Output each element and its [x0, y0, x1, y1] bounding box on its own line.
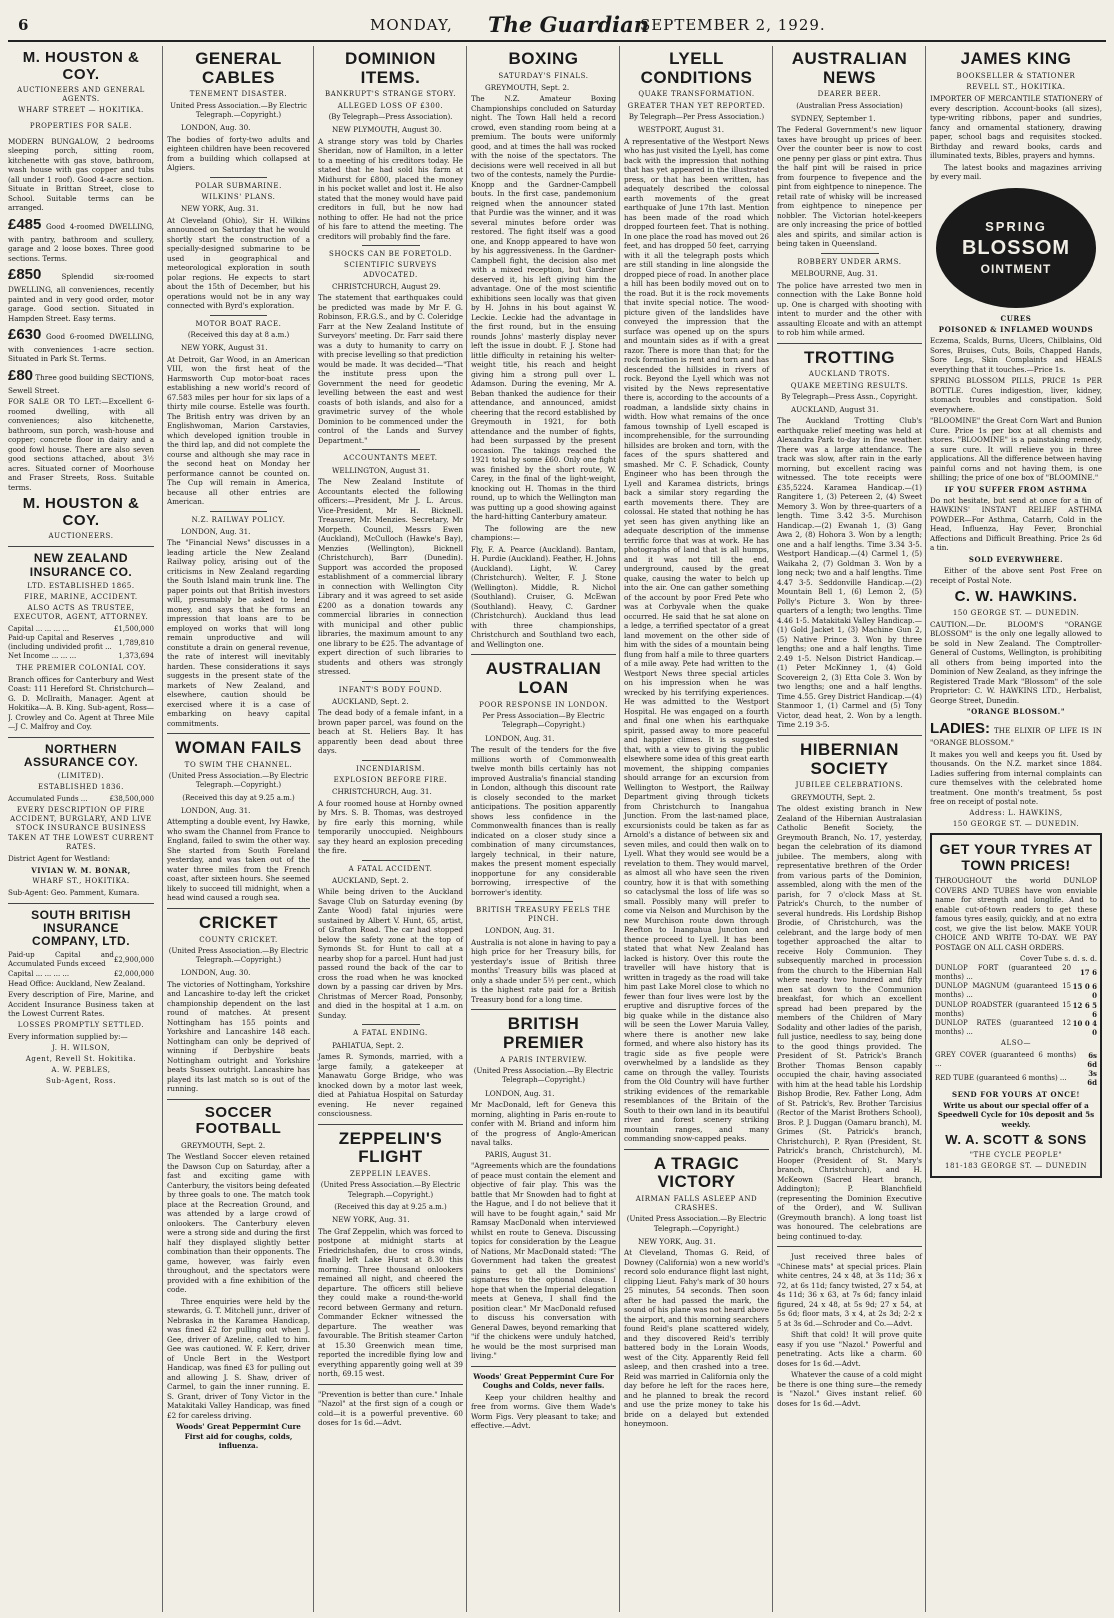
incendiarism-subheading: EXPLOSION BEFORE FIRE.	[333, 775, 448, 784]
woman-fails-source: (United Press Association.—By Electric Telegraph.—Copyright.)	[168, 772, 309, 790]
lyell-body: A representative of the Westport News who has just visited the Lyell, has come back with the impression that nothing that has yet appeared in the illustrated press, or that has been written, has adequately described the colossal earth movements of the great earthquake of June 17th last. Mention has been made of the road which dropped fourteen feet. That is nothing. In one place the road has moved out 26 feet, and has dropped 50 feet, carrying with it all the telegraph posts which are still standing in line alongside the dropped piece of road. In another place a hill has been bodily moved out on to the road. But it is the rock movements that invite special notice. The wood-picture given of the landslides have conveyed the impression that the surface was opened up on the spurs and mountain sides as if with a great razor. There is more than that; for the rock formation is rent and torn and has descended the hillsides in rivers of rock. Beyond the Lyell which was not visited by the News representative there is, according to the accounts of a roadman, a landslide sixty chains in width. How what remains of the once famous township of Lyell escaped is incomprehensible, for the surrounding hillsides are broken and torn, with the faces of the spurs shattered and smashed. Mr C. F. Schadick, County Engineer who has been through the Lyell and Karamea districts, brings back a similar story regarding the earth movements there. They are colossal. He stated that nothing he has yet seen has given anything like an adequate description of the immense terrific force that was at work. He has photographs of land that is all humps, and it was not till the end, underground, caused by the great quake, causing the water to belch up into the air. One can gather something of the account by poor Fred Pete who was at Corbyvale when the quake occurred. He said that he sat alone on a ledge, a terrified spectator of a great land movement on the other side of him with the sides of a mountain being flung from half a mile to three quarters of a mile away. Pete had written to the Westport News three special articles on his impression when he was wrecked by his terrifying experiences. He was admitted to the Westport Hospital. He was engaged on a fourth and final one when his earthquake spirit, passed away to more peaceful and happier climes. It is suggested that, with a view to giving the public elsewhere some idea of this great earth movement, the shipping companies should arrange for an excursion from Wellington to Westport, the Railway Department giving through tickets from Christchurch to Inangahua Junction. From the last-named place, excursionists could be taken as far as Arnold's a distance of between six and seven miles, and could then walk on to Lyell. What they would see would be a revelation to them. They would marvel, as almost all who have seen the riven country, how it is that with something so cataclysmal the loss of life was so small. Possibly many will prefer to come via Nelson and Murchison by the new Murchison route down through Reefton to Inangahua Junction and thence proceed to Lyell. It has been stated that what New Zealand has lacked is history. Over this route the traveller will have history that is written in tragedy as the road will take him past Lake Morel close to which no fewer than four lives were lost by the eruptive and disruptive forces of the big quake while in the distance also will be seen the Lower Maruia Valley, where there is another new lake formed, and where also history has its tragic side as five people were overwhelmed by a landslide as they came on through the valley. Tourists from the Old Country will have further striking evidences of the remarkable resemblances of the Britain of the South to their own land in its beautiful river and forest scenery striking mountain ranges, and many commanding snow-capped peaks.	[624, 136, 769, 1144]
ladies-address-2: 150 GEORGE ST. — DUNEDIN.	[952, 820, 1080, 829]
spring-blossom-heading: POISONED & INFLAMED WOUNDS	[938, 324, 1094, 334]
advert-footer-2: Keep your children healthy and free from worms. Give them Wade's Worm Figs. Very pleasant to take; and effective.—Advt.	[471, 1392, 616, 1431]
tragic-victory-sub: AIRMAN FALLS ASLEEP AND CRASHES.	[635, 1194, 758, 1213]
woman-fails-body: Attempting a double event, Ivy Hawke, who swam the Channel from France to England, failed to swim the other way. She started from South Foreland yesterday, and was taken out of the water three miles from the French coast, after sixteen hours. She seemed likely to succeed till midnight, when a head wind caused a rough sea.	[167, 817, 310, 903]
zeppelin-body: The Graf Zeppelin, which was forced to postpone at midnight starts at Friedrichshafen, due to cross winds, finally left Lake Hurst at 8.30 this morning. Three thousand onlookers remained all night, and cheered the departure. The officers still believe they could make a round-the-world record between Germany and return. Commander Eckner witnessed the departure. The weather was favourable. The British steamer Carton at 15.30 Greenwich mean time, reported the incredible flying low and everything apparently going well at 39 north, 69.15 west.	[318, 1226, 463, 1378]
spring-blossom-seal-icon	[936, 188, 1096, 308]
australian-loan-title: AUSTRALIAN LOAN	[485, 659, 602, 698]
lyell-title: LYELL CONDITIONS	[640, 49, 753, 87]
british-premier-sub: A PARIS INTERVIEW.	[499, 1055, 588, 1064]
beer-source: (Australian Press Association)	[796, 101, 903, 110]
asthma-body: Do not hesitate, but send at once for a tin of HAWKINS' INSTANT RELIEF ASTHMA POWDER—For Asthma, Catarrh, Cold in the Head, Influenza, Hay Fever, Bronchial Affections and Difficult Breathing. Price 2s 6d a tin.	[930, 495, 1102, 553]
houston-address: WHARF STREET — HOKITIKA.	[18, 106, 144, 115]
table-row: RED TUBE (guaranteed 6 months) ... 3s 6d	[935, 1069, 1097, 1088]
tragic-victory-body: At Cleveland, Thomas G. Reid, of Downey (California) won a new world's record solo endurance flight last night, clipping Lieut. Fahy's mark of 30 hours 25 minutes, 54 seconds. Then soon after he had passed the mark, the sound of his plane was not heard above the airport, and this morning searchers found Reid's plane scattered widely, and they discovered Reid's terribly battered body in the Lorain Woods, west of the City. Apparently Reid fell asleep, and then crashed into a tree. Reid was married in California only the day before he left for the races here, and he planned to break the record and use the prize money to take his bride on a delayed but extended honeymoon.	[624, 1248, 769, 1429]
south-british-agent-1: J. H. WILSON,	[51, 1043, 111, 1052]
northern-assurance-agent: VIVIAN W. M. BONAR,	[31, 865, 131, 875]
cricket-body: The victories of Nottingham, Yorkshire and Lancashire to-day left the cricket championship dependent on the last round of matches. At present Nottingham has 155 points and Yorkshire and Lancashire 148 each. Nottingham can only be deprived of winning if Derbyshire beats Nottingham outright and Yorkshire beats Sussex outright. Lancashire has played its last match so is out of the running.	[167, 979, 310, 1094]
bankrupt-subheading: ALLEGED LOSS OF £300.	[337, 101, 444, 110]
south-british-agent-2: A. W. PEBLES,	[51, 1066, 111, 1075]
spring-blossom-body: Eczema, Scalds, Burns, Ulcers, Chilblains, Old Sores, Bruises, Cuts, Boils, Chapped Hands, Sore Legs, Skin Complaints and HEALS everything that it touches.—Price 1s.	[930, 336, 1102, 374]
nz-insurance-lines: FIRE, MARINE, ACCIDENT.	[24, 592, 138, 601]
british-premier-dateline: LONDON, Aug. 31.	[485, 1088, 555, 1098]
james-king-address: REVELL ST., HOKITIKA.	[966, 82, 1066, 91]
nz-railway-dateline: LONDON, Aug. 31.	[181, 526, 251, 536]
tragic-victory-title: A TRAGIC VICTORY	[653, 1153, 740, 1192]
accountants-body: The New Zealand Institute of Accountants elected the following officers:—President, Mr J. L. Arcus. Vice-President, Mr H. Bicknell. Treasurer, Mr. Menzies. Secretary, Mr Morpeth. Council, Messrs Ewen (Auckland), McCulloch (Hawke's Bay), Menzies (Wellington), Bicknell (Christchurch), Barr (Dunedin). Support was accorded the proposed establishment of a commercial library in connection with Wellington City Library and it was agreed to set aside £200 as a donation towards any commercial libraries in connection with municipal and other public libraries, the maximum amount to any one library to be £25. The advantage of expert direction of such libraries to students and others was strongly stressed.	[318, 477, 463, 677]
motor-dateline: NEW YORK, August 31.	[181, 343, 268, 353]
incendiarism-body: A four roomed house at Hornby owned by Mrs. S. B. Thomas, was destroyed by fire early this morning, while temporarily unoccupied. Neighbours say they heard an explosion preceding the fire.	[318, 798, 463, 856]
james-king-body: IMPORTER OF MERCANTILE STATIONERY of every description. Account-books (all sizes), type-writing ribbons, paper and sundries, fancy and ornamental stationery, drawing paper, school bags and requisites stocked. Birthday and reward books, cards and illuminated texts, Bibles, prayers and hymns.	[930, 94, 1102, 161]
divider	[777, 735, 922, 736]
advert-footer: "Prevention is better than cure." Inhale "Nazol" at the first sign of a cough or cold—it is a powerful preventive. 60 doses for 1s 6d.—Advt.	[318, 1389, 463, 1427]
northern-assurance-agent-label: District Agent for Westland:	[8, 854, 110, 864]
zeppelin-source: (United Press Association.—By Electric Telegraph.—Copyright.)	[320, 1181, 461, 1199]
table-row: DUNLOP RATES (guaranteed 12 months) ... 10 0 4 0	[935, 1019, 1097, 1038]
infant-body: The dead body of a female infant, in a brown paper parcel, was found on the beach at St. Heliers Bay. It has apparently been dead about three days.	[318, 708, 463, 756]
bloomine-advert: "BLOOMINE" the Great Corn Wart and Bunion Cure. Price 1s per box at all chemists and stores. "BLOOMINE" is a painstaking remedy, a sure cure. It will relieve you in three applications. All the difference between having painful corns and not having them, is one shilling; the price of one box of "BLOOMINE."	[930, 416, 1102, 483]
divider	[362, 245, 420, 246]
divider	[471, 654, 616, 655]
bankrupt-dateline: NEW PLYMOUTH, August 30.	[332, 125, 442, 135]
hawkins-title: C. W. HAWKINS.	[954, 588, 1078, 606]
hibernian-title: HIBERNIAN SOCIETY	[800, 739, 899, 778]
dominion-items-title: DOMINION ITEMS.	[345, 49, 436, 87]
lyell-sub: QUAKE TRANSFORMATION.	[638, 90, 755, 99]
fatal-2-body: James R. Symonds, married, with a large family, a gatekeeper at Manawatu Gorge Bridge, who was knocked down by a motor last week, died at Pahiatua Hospital on Saturday evening. He never regained consciousness.	[318, 1052, 463, 1119]
ladies-address: Address: L. HAWKINS,	[969, 808, 1063, 817]
divider	[624, 1149, 769, 1150]
speedwell-offer: Write us about our special offer of a Speedwell Cycle for 10s deposit and 5s weekly.	[937, 1100, 1095, 1129]
british-premier-body: Mr MacDonald, left for Geneva this morning, alighting in Paris en-route to confer with M. Briand and inform him of the progress of Anglo-American naval talks.	[471, 1100, 616, 1148]
scott-sub: "THE CYCLE PEOPLE"	[969, 1150, 1063, 1159]
south-british-agent-2-address: Sub-Agent, Ross.	[45, 1077, 117, 1086]
australian-loan-source: Per Press Association—By Electric Telegraph—Copyright.)	[482, 712, 605, 730]
northern-assurance-subagent: Sub-Agent: Geo. Pamment, Kumara.	[8, 888, 140, 898]
fatal-body: While being driven to the Auckland Savage Club on Saturday evening (by Zante Wood) fatal injuries were sustained by Albert V. Hunt, 65, artist, of Grafton Road. The car had stopped below the safety zone at the top of Symonds St. for Hunt to call at a nearby shop for a parcel. Hunt had just passed round the back of the car to cross the road when he was knocked down by a passing car driven by Mrs. Christmas of Mercer Road, Ponsonby, and died in the hospital at 1 a.m. on Sunday.	[318, 887, 463, 1020]
property-4-price: £630	[8, 326, 42, 344]
nz-insurance-acts: ALSO ACTS AS TRUSTEE, EXECUTOR, AGENT, ATTORNEY.	[13, 604, 149, 622]
soccer-body: The Westland Soccer eleven retained the Dawson Cup on Saturday, after a fast and exciting game with Canterbury, the visitors being defeated by three goals to one. The match took place at the Recreation Ground, and was attended by a large crowd of onlookers. The Canterbury eleven were a strong side and during the first half they displayed slightly better combination than their opponents. The game, however, was fairly even throughout, and the spectators were provided with a fine exhibition of the code.	[167, 1152, 310, 1295]
nazol-advert: Shift that cold! It will prove quite easy if you use "Nazol." Powerful and penetrating. Acts like a charm. 60 doses for 1s 6d.—Advt.	[777, 1330, 922, 1368]
woman-fails-dateline: LONDON, Aug. 31.	[181, 805, 251, 815]
cricket-sub: COUNTY CRICKET.	[199, 935, 278, 944]
divider	[471, 1366, 616, 1367]
table-row: DUNLOP MAGNUM (guaranteed 15 months) ... 15 0 6 0	[935, 982, 1097, 1001]
motor-body: At Detroit, Gar Wood, in an American VIII, won the first heat of the Harmsworth Cup motor-boat races establishing a new world's record of 67.583 miles per hour for six laps of a thirty mile course. Estelle was fourth. The British entry was driven by an Englishwoman, Marion Carstavies, which developed ignition trouble in the third lap, and did not complete the course and although she may race in the second heat on Monday her performance cannot be counted on. The Cup will remain in America, because all other entries are American.	[167, 354, 310, 507]
tenement-source: United Press Association.—By Electric Telegraph.—Copyright.)	[170, 101, 307, 119]
also-heading: ALSO—	[1000, 1039, 1032, 1048]
boxing-sub: SATURDAY'S FINALS.	[498, 71, 589, 80]
masthead	[0, 0, 1114, 42]
south-british-title: SOUTH BRITISH INSURANCE COMPANY, LTD.	[31, 907, 131, 948]
cricket-source: (United Press Association.—By Electric Telegraph.—Copyright.)	[168, 946, 309, 965]
property-2-price: £485	[8, 215, 42, 233]
divider	[8, 737, 154, 738]
houston-sub: AUCTIONEERS AND GENERAL AGENTS.	[17, 86, 145, 104]
table-row: Paid-up Capital and Reserves (including undivided profit ... 1,789,810	[8, 633, 154, 652]
trotting-title: TROTTING	[804, 347, 895, 367]
polar-body: At Cleveland (Ohio), Sir H. Wilkins announced on Saturday that he would shortly start the construction of a specially-designed submarine to be used in geographical and meteorological exploration in south polar regions. He expects to start about the 15th of December, but his operations would not be in any way connected with Byrd's exploration.	[167, 215, 310, 311]
divider	[471, 1009, 616, 1010]
masthead-day: MONDAY,	[370, 16, 453, 34]
infant-dateline: AUCKLAND, Sept. 2.	[332, 696, 409, 706]
northern-assurance-agent-address: WHARF ST., HOKITIKA.	[32, 876, 130, 885]
scott-title: W. A. SCOTT & SONS	[945, 1132, 1087, 1148]
trotting-body: The Auckland Trotting Club's earthquake relief meeting was held at Alexandra Park to-day in fine weather. There was a large attendance. The track was slow, after rain in the early morning, but excellent racing was witnessed. The tote receipts were £35,5224. Karamea Handicap.—(1) Rangitere 1, (3) Petereen 2, (4) Sweet Memory 3. Won by three-quarters of a length. Time 3.42 3-5. Murchison Handicap.—(2) Ewanah 1, (3) Gang Awa 2, (8) Hohora 3. Won by a length; one and a half lengths. Time 3.34 3-5. Westport Handicap.—(4) Carmel 1, (5) Waikaha 2, (7) Goldman 3. Won by a long neck; two and a half lengths. Time 4.47 3-5. Seddonville Handicap.—(2) Mountain Bell 1, (6) Lemon 2, (5) Polly's Picture 3. Won by three-quarters of a length; two lengths. Time 4.46 1-5. Matakitaki Valley Handicap.—(1) Gold Jacket 1, (3) Machine Gun 2, (5) Native Prince 3. Won by three lengths; one and a half lengths. Time 2.49 1-5. Nelson District Handicap.—(1) Peter McKinney 1, (4) Gold Scovereign 2, (3) Etta Cole 3. Won by two lengths; one and a half lengths. Time 4.55. Grey District Handicap.—(4) Stanmoor 1, (1) Carmel and (5) Tony Victor, dead heat, 2. Won by a length. Time 2.19 3-5.	[777, 416, 923, 730]
australian-news-title: AUSTRALIAN NEWS	[791, 49, 908, 87]
james-king-body-2: The latest books and magazines arriving by every mail.	[930, 162, 1102, 182]
divider	[821, 253, 879, 254]
nz-insurance-colonial: THE PREMIER COLONIAL COY.	[15, 663, 147, 672]
seal-cures: CURES	[1000, 313, 1032, 323]
masthead-title: The Guardian	[488, 12, 649, 37]
column-3	[313, 46, 467, 1612]
fatal-heading: A FATAL ACCIDENT.	[348, 864, 433, 873]
houston-title-2: M. HOUSTON & COY.	[22, 495, 140, 529]
northern-assurance-est: ESTABLISHED 1836.	[38, 783, 124, 792]
trotting-source: By Telegraph—Press Assn., Copyright.	[781, 392, 918, 401]
shocks-dateline: CHRISTCHURCH, August 29.	[332, 281, 441, 291]
zeppelin-dateline: NEW YORK, Aug. 31.	[332, 1215, 410, 1224]
nz-railway-heading: N.Z. RAILWAY POLICY.	[191, 515, 286, 524]
scott-address: 181-183 GEORGE ST. — DUNEDIN	[944, 1161, 1088, 1170]
tyres-header: Cover Tube s. d. s. d.	[1020, 954, 1097, 964]
south-british-agent-1-address: Agent, Revell St. Hokitika.	[25, 1054, 137, 1063]
fatal-2-dateline: PAHIATUA, Sept. 2.	[332, 1040, 404, 1050]
james-king-sub: BOOKSELLER & STATIONER	[956, 71, 1076, 80]
divider	[318, 1384, 463, 1385]
treasury-heading: BRITISH TREASURY FEELS THE PINCH.	[476, 906, 611, 924]
divider	[8, 546, 154, 547]
tyres-title: GET YOUR TYRES AT TOWN PRICES!	[939, 841, 1093, 873]
divider	[362, 860, 420, 861]
british-premier-source: (United Press Association.—By Electric Telegraph—Copyright.)	[473, 1067, 614, 1085]
property-1: MODERN BUNGALOW, 2 bedrooms sleeping porch, sitting room, kitchenette with gas stove, bathroom, wash house with gas copper and tubs (all under 1 roof). Good 4-acre section. Situate in Brittan Street, close to School. Suitable terms can be arranged.	[8, 136, 154, 213]
column-4	[466, 46, 620, 1612]
divider	[210, 177, 267, 178]
boxing-title: BOXING	[508, 49, 579, 68]
beer-body: The Federal Government's new liquor taxes have brought up prices of beer. Over the counter beer is now to cost one penny per glass or pint extra. Thus the half pint will be raised in price from fourpence to fivepence and the pint from eightpence to ninepence. The retail rate of whisky will be increased from eightpence to ninepence per nobbler. The Victorian hotel-keepers are only increasing the price of bottled ales and spirits, and similar action is being taken in Queensland.	[777, 125, 922, 249]
property-4: Good 6-roomed DWELLING, with conveniences 1-acre section. Situated in Park St. Terms.	[8, 332, 154, 364]
ladies-body: It makes you well and keeps you fit. Used by thousands. On the N.Z. market since 1884. Ladies suffering from internal complaints can cure themselves with the celebrated home treatment. One month's treatment, 5s post free on receipt of postal note.	[930, 749, 1102, 807]
woman-fails-title: WOMAN FAILS	[175, 738, 302, 758]
divider	[167, 908, 310, 909]
table-row: DUNLOP FORT (guaranteed 20 months) ... 17 6	[935, 963, 1097, 981]
woman-fails-sub: TO SWIM THE CHANNEL.	[184, 760, 293, 769]
table-row: Net Income ... ... ... 1,373,694	[8, 652, 154, 661]
divider	[8, 903, 154, 904]
divider	[362, 760, 420, 761]
column-1	[8, 46, 158, 1612]
tragic-victory-dateline: NEW YORK, Aug. 31.	[638, 1236, 716, 1246]
hibernian-dateline: GREYMOUTH, Sept. 2.	[791, 792, 876, 802]
column-6	[772, 46, 926, 1612]
trotting-sub: AUCKLAND TROTS.	[808, 370, 891, 379]
hibernian-sub: JUBILEE CELEBRATIONS.	[795, 781, 904, 790]
tragic-victory-source: (United Press Association.—By Electric Telegraph.—Copyright.)	[626, 1215, 767, 1233]
boxing-body: The N.Z. Amateur Boxing Championships concluded on Saturday night. The Town Hall held a record crowd, even standing room being at a premium. The bouts were uniformly good, and at times the hall was rocked with the noise of the spectators. The decisions were well received in all but two of the contests, namely the Purdie-Knopp and the Gardner-Campbell bouts. In the first case, pandemonium reigned when the announcer stated that Purdie was the winner, and it was several minutes before order was restored. The fight itself was a good one, and Knopp appeared to have won by his aggressiveness. In the Gardner-Campbell fight, the decision also met with a mixed reception, but Gardner deserved it, his left giving him the advantage. One of the most scientific exhibitions seen locally was that given by H. Johns in his bout against W. Leckie. Leckie had the advantage in the first round, but in the ensuing rounds Johns' masterly display never left the issue in doubt. F. J. Stone had little difficulty in retaining his welter-weight title, his reach and height giving him a strong pull over L. Adamson. During the evening, Mr A. Beban thanked the audience for their attendance, and announced, amidst cheering that the record established by Greymouth in 1921, for both attendance and the number of fights, had been surpassed by the present occasion. The takings reached the 1921 total by some £60. Only one fight was finished by the short route, W. Carey, in the final of the light-weight, knocking out H. Thomas in the third round, up to which the Wellington man was putting up a good showing against the hard-hitting Canterbury amateur.	[471, 94, 616, 522]
south-british-table	[8, 951, 154, 979]
zeppelin-title: ZEPPELIN'S FLIGHT	[338, 1128, 443, 1167]
table-row: DUNLOP ROADSTER (guaranteed 15 months) 12 6 5 6	[935, 1000, 1097, 1019]
soccer-title: SOCCER FOOTBALL	[195, 1103, 282, 1138]
woman-fails-received: (Received this day at 9.25 a.m.)	[182, 793, 295, 802]
property-5: Three good building SECTIONS, Sewell Street.	[8, 372, 154, 395]
shocks-subheading: SCIENTIFIC SURVEYS ADVOCATED.	[344, 261, 437, 279]
south-british-losses: LOSSES PROMPTLY SETTLED.	[17, 1020, 145, 1029]
tenement-heading: TENEMENT DISASTER.	[189, 90, 288, 99]
page-number: 6	[18, 16, 29, 34]
orange-blossom-heading: "ORANGE BLOSSOM."	[966, 707, 1066, 717]
infant-heading: INFANT'S BODY FOUND.	[338, 685, 443, 694]
northern-assurance-title: NORTHERN ASSURANCE COY.	[23, 741, 139, 770]
property-3-price: £850	[8, 266, 42, 284]
lyell-source: By Telegraph—Per Press Association.)	[628, 112, 765, 121]
divider	[210, 511, 267, 512]
northern-assurance-funds	[8, 795, 154, 804]
robbery-dateline: MELBOURNE, Aug. 31.	[791, 269, 878, 279]
divider	[167, 733, 310, 734]
sold-body: Either of the above sent Post Free on receipt of Postal Note.	[930, 566, 1102, 585]
fatal-2-heading: A FATAL ENDING.	[353, 1029, 428, 1038]
robbery-heading: ROBBERY UNDER ARMS.	[797, 257, 902, 266]
nz-insurance-est: LTD. ESTABLISHED 1865.	[27, 581, 135, 590]
divider	[777, 343, 922, 344]
property-2: Good 4-roomed DWELLING, with pantry, bathroom and scullery, garage and 2 loose boxes. Three good sections. Terms.	[8, 221, 154, 263]
divider	[777, 1246, 922, 1247]
seal-bot: OINTMENT	[980, 261, 1052, 276]
table-row: Paid-up Capital and Accumulated Funds exceed £2,900,000	[8, 951, 154, 969]
masthead-date: SEPTEMBER 2, 1929.	[640, 16, 826, 34]
robbery-body: The police have arrested two men in connection with the Lake Bonne hold up. One is charged with shooting with intent to murder and the other with assaulting Elcoate and with an attempt to rob him while armed.	[777, 280, 922, 338]
beer-heading: DEARER BEER.	[817, 90, 882, 99]
ladies-heading: LADIES:	[930, 719, 990, 737]
nz-insurance-branch: Branch offices for Canterbury and West Coast: 111 Hereford St. Christchurch—G. D. McIlraith, Manager. Agent at Hokitika—A. B. King. Sub-agent, Ross—J. Crowley and Co. Agent at Three Mile—J C. Malfroy and Coy.	[8, 674, 154, 732]
lyell-sub-2: GREATER THAN YET REPORTED.	[627, 101, 766, 110]
polar-subheading: WILKINS' PLANS.	[201, 192, 276, 201]
divider	[362, 1024, 420, 1025]
boxing-champions: Fly, F. A. Pearce (Auckland). Bantam, H. Purdie (Auckland). Feather, H. Johns (Auckland). Light, W. Carey (Christchurch). Welter, F. J. Stone (Wellington). Middle, R. Nichol (Southland). Cruiser, G. McEwan (Southland). Heavy, C. Gardner (Christchurch). Auckland thus lead with three championships, Christchurch and Southland two each, and Wellington one.	[471, 544, 616, 649]
james-king-title: JAMES KING	[960, 49, 1072, 68]
nz-insurance-title: NEW ZEALAND INSURANCE CO.	[29, 551, 133, 579]
zeppelin-received: (Received this day at 9.25 a.m.)	[334, 1202, 447, 1211]
masthead-rule	[8, 40, 1106, 42]
column-2	[162, 46, 314, 1612]
trotting-sub-2: QUAKE MEETING RESULTS.	[790, 381, 909, 390]
south-british-head: Head Office: Auckland, New Zealand.	[8, 978, 146, 988]
south-british-desc: Every description of Fire, Marine, and Accident Insurance Business taken at the Lowest Current Rates.	[8, 990, 154, 1019]
mats-advert: Just received three bales of "Chinese mats" at special prices. Plain white centres, 24 x 48, at 3s 11d; 36 x 72, at 6s 11d; fancy twisted, 27 x 54, at 4s 11d; 36 x 63, at 7s 6d; fancy inlaid figured, 24 x 48, at 5s 9d; 27 x 54, at 5s 6d; floor mats, 3 x 4, at 2s 3d; 2-2 x 5 at 3s 6d.—Schroder and Co.—Advt.	[777, 1252, 922, 1328]
divider	[210, 315, 267, 316]
column-5	[619, 46, 773, 1612]
cricket-title: CRICKET	[198, 912, 279, 932]
tenement-body: The bodies of forty-two adults and eighteen children have been recovered from a building which collapsed at Algiers.	[167, 134, 310, 173]
table-row: Capital ... ... ... ... £2,000,000	[8, 969, 154, 978]
zeppelin-sub: ZEPPELIN LEAVES.	[349, 1170, 432, 1179]
boxing-dateline: GREYMOUTH, Sept. 2.	[485, 82, 570, 92]
british-premier-title: BRITISH PREMIER	[503, 1014, 584, 1053]
divider	[318, 1124, 463, 1125]
cricket-dateline: LONDON, Aug. 30.	[181, 968, 251, 978]
ladies-lead: THE ELIXIR OF LIFE IS IN "ORANGE BLOSSOM."	[930, 725, 1102, 748]
houston-title: M. HOUSTON & COY.	[22, 49, 140, 83]
for-sale: FOR SALE OR TO LET:—Excellent 6-roomed dwelling, with all conveniences; also kitchenette, bathroom, sun porch, wash-house and copper; concrete floor in dairy and a good fowl house. There are also seven good sections attached, about 3½ acres. Situated corner of Moorhouse and Fraser Streets, Ross. Suitable terms.	[8, 397, 154, 492]
shocks-body: The statement that earthquakes could be predicted was made by Mr F. G. Robinson, F.R.G.S., and by C. Coleridge Farr at the New Zealand Institute of Surveyors' meeting. Dr. Farr said there was a duty to humanity to carry on with precise levelling so that prediction would be made. It was decided—"That the institute press upon the Government the need for geodetic levelling between the east and west coasts of both islands, and also for a gravimetric survey of the whole Dominion to be commenced under the control of the Lands and Survey Department."	[318, 293, 464, 445]
property-5-price: £80	[8, 366, 34, 384]
lyell-dateline: WESTPORT, August 31.	[638, 125, 725, 135]
south-british-info: Every information supplied by:—	[8, 1032, 128, 1042]
beer-dateline: SYDNEY, September 1.	[791, 113, 876, 123]
treasury-dateline: LONDON, Aug. 31.	[485, 926, 555, 936]
bankrupt-heading: BANKRUPT'S STRANGE STORY.	[324, 90, 457, 99]
table-row: Accumulated Funds ... £38,500,000	[8, 794, 154, 803]
soccer-body-2: Three enquiries were held by the stewards, G. T. Mitchell junr., driver of Nebraska in the Karamea Handicap, was fined £2 for pulling out when J. Gee, driver of Azeline, called to him. Gee was cautioned. W. F. Kerr, driver of Uncle Bert in the Westport Handicap, was fined £3 for pulling out and allowing J. S. Shaw, driver of Carmel, to gain the inner running. E. S. Grant, driver of Tony Victor in the Matakitaki Valley Handicap, was fined £2 for careless driving.	[167, 1296, 310, 1420]
table-row: GREY COVER (guaranteed 6 months) ... 6s 6d	[935, 1050, 1097, 1069]
fatal-dateline: AUCKLAND, Sept. 2.	[332, 875, 409, 885]
properties-heading: PROPERTIES FOR SALE.	[29, 121, 133, 130]
nz-railway-body: The "Financial News" discusses in a leading article the New Zealand Railway policy, arising out of the criticisms in New Zealand regarding the South Island main trunk line. The paper points out that British investors will, presumably be asked to lend money, and says that he forms an impression that loans are to be employed on works that will long remain unproductive and will constitute a drain on general revenue, the rate of interest will inevitably harden. These considerations it says suggests in the present state of the markets of New Zealand, and elsewhere, caution should be exercised where it is a case of embarking on heavy capital commitments.	[167, 538, 310, 728]
send-heading: SEND FOR YOURS AT ONCE!	[951, 1089, 1081, 1099]
british-premier-dateline-2: PARIS, August 31.	[485, 1149, 552, 1159]
spring-blossom-pills: SPRING BLOSSOM PILLS, PRICE 1s PER BOTTLE. Cures indigestion, liver, kidney, stomach troubles and constipation. Sold everywhere.	[930, 376, 1102, 414]
australian-loan-sub: POOR RESPONSE IN LONDON.	[479, 700, 608, 709]
divider	[362, 681, 420, 682]
tyres-table	[935, 964, 1097, 1038]
accountants-heading: ACCOUNTANTS MEET.	[343, 454, 438, 463]
polar-heading: POLAR SUBMARINE.	[195, 181, 282, 190]
incendiarism-dateline: CHRISTCHURCH, Aug. 31.	[332, 787, 432, 797]
houston-sub-2: AUCTIONEERS.	[48, 532, 114, 541]
tenement-dateline: LONDON, Aug. 30.	[181, 123, 251, 133]
boxing-champions-intro: The following are the new champions:—	[471, 523, 616, 543]
british-premier-body-2: "Agreements which are the foundations of peace must contain the element and objective of fair play. This was the battle that Mr Snowden had to fight at the Hague, and I do not believe that it will have to be fought again," said Mr Ramsay MacDonald when interviewed whilst en route to Geneva. Discussing topics for consideration by the League of Nations, Mr MacDonald stated: "The Government had taken the greatest pains to get all the Dominions' signatures to the optional clause. I hope that when the Imperial delegation meets at Geneva, I shall find the position clear." Mr MacDonald refused to discuss his conversation with General Dawes, beyond remarking that "if the chickens were unduly hatched, he would be the most surprised man living."	[471, 1161, 616, 1361]
accountants-dateline: WELLINGTON, August 31.	[332, 465, 430, 475]
motor-heading: MOTOR BOAT RACE.	[195, 319, 282, 328]
divider	[167, 1099, 310, 1100]
hibernian-body: The oldest existing branch in New Zealand of the Hibernian Australasian Catholic Benefit Society, the Greymouth Branch, No. 17, yesterday, began the celebration of its diamond jubilee. The members, along with representative brethren of the Order from various parts of the Dominion, assembled, along with the men of the parish, for 7 o'clock Mass at St. Patrick's Church, to the number of several hundreds. His Lordship Bishop Brodie, of Christchurch, was the celebrant, and the large body of men together approached the altar to receive Holy Communion. They subsequently marched in procession from the church to the Hibernian Hall where nearly two hundred and fifty men sat down to the Communion breakfast, for which an excellent spread had been prepared by the members of the Children of Mary Sodality and other ladies of the parish, full justice, needless to say, being done to the good things provided. The President of St. Patrick's Branch Brother Thomas Benson capably occupied the chair, having associated with him at the head table his Lordship Bishop Brodie, Rev. Father Long, Adm of St. Patrick's, Rev. Brother Tarcisius (Rector of the Marist Brothers School), Bros. P. J. Duggan (Oamaru branch), M. Grimes (St. Patrick's branch, Christchurch), P. Ryan (President, St. Patrick's branch, Christchurch), M. Hooper (President of St. Mary's branch, Christchurch), and H. McKeown (Sacred Heart branch, Addington); P. Blanchfield (representing the Dominion Executive of the Order), and W. Sullivan (Greymouth branch). A long toast list was honoured. The celebrations are being continued to-day.	[777, 804, 922, 1241]
general-cables-title: GENERAL CABLES	[195, 49, 282, 87]
divider	[515, 901, 573, 902]
asthma-heading: IF YOU SUFFER FROM ASTHMA	[944, 484, 1088, 494]
seal-mid: BLOSSOM	[961, 237, 1071, 260]
treasury-body: Australia is not alone in having to pay a high price for her Treasury bills, for yesterday's issue of British three months' Treasury bills was placed at only a shade under 5½ per cent., which is the highest rate paid for a British Treasury bond for a long time.	[471, 937, 616, 1004]
sold-everywhere: SOLD EVERYWHERE.	[968, 554, 1064, 564]
northern-assurance-limited: (LIMITED).	[57, 772, 105, 781]
bankrupt-source: (By Telegraph—Press Association).	[328, 112, 453, 121]
divider	[362, 449, 420, 450]
nazol-advert-2: Whatever the cause of a cold might be there is one thing sure—the remedy is "Nazol." Gives instant relief. 60 doses for 1s 6d.—Advt.	[777, 1370, 922, 1408]
motor-received: (Received this day at 8 a.m.)	[187, 330, 290, 339]
polar-dateline: NEW YORK, Aug. 31.	[181, 204, 259, 214]
hawkins-address: 150 GEORGE ST. — DUNEDIN.	[952, 608, 1080, 617]
caution-advert: CAUTION.—Dr. BLOOM'S "ORANGE BLOSSOM" is the only one legally allowed to be sold in New Zealand. The Comptroller-General of Customs, Wellington, is prohibiting all others from being imported into the Dominion of New Zealand, as they infringe the Registered Trade Mark "Blossom" of the sole Proprietor: C. W. HAWKINS LTD., Herbalist, George Street, Dunedin.	[930, 619, 1102, 705]
advert-footer: Woods' Great Peppermint Cure First aid for coughs, colds, influenza.	[176, 1422, 301, 1451]
table-row: Capital ... ... ... ... £1,500,000	[8, 624, 154, 633]
trotting-dateline: AUCKLAND, August 31.	[791, 404, 879, 414]
seal-top: SPRING	[985, 218, 1047, 234]
advert-footer: Woods' Great Peppermint Cure For Coughs and Colds, never fails.	[473, 1371, 614, 1391]
property-3: Splendid six-roomed DWELLING, all conveniences, recently painted and in very good order, motor garage. Good section. Situated in Hampden Street. Easy terms.	[8, 272, 154, 323]
nz-insurance-table	[8, 625, 154, 662]
australian-loan-dateline: LONDON, Aug. 31.	[485, 733, 555, 743]
tyres-box	[930, 833, 1102, 1178]
incendiarism-heading: INCENDIARISM.	[356, 764, 425, 773]
shocks-heading: SHOCKS CAN BE FORETOLD.	[329, 250, 452, 259]
tyres-body: THROUGHOUT the world DUNLOP COVERS AND TUBES have won enviable name for strength and longlife. And to enable cut-of-town readers to get these famous tyres easily, quickly, and at no extra cost, we give the list below. MAKE YOUR CHOICE AND WRITE TO-DAY. WE PAY POSTAGE ON ALL CASH ORDERS.	[935, 876, 1097, 952]
northern-assurance-desc: EVERY DESCRIPTION OF FIRE ACCIDENT, BURGLARY, AND LIVE STOCK INSURANCE BUSINESS TAKEN AT THE LOWEST CURRENT RATES.	[8, 805, 154, 851]
also-table	[935, 1051, 1097, 1088]
soccer-dateline: GREYMOUTH, Sept. 2.	[181, 1140, 266, 1150]
australian-loan-body: The result of the tenders for the five millions worth of Commonwealth twelve month bills certainly has not improved Australia's financial standing in London, although this discount rate is closely seconded to the market anticipations. The position apparently shows less confidence in the Commonwealth finances than is really indicated on a closer study since a combination of many circumstances, largely technical, in their nature, makes the present moment especially inopportune for any considerable borrowing, irrespective of the borrower's identity.	[471, 745, 616, 897]
bankrupt-body: A strange story was told by Charles Sheridan, now of Hamilton, in a letter to a meeting of his creditors today. He stated that he had sold his farm at Midhurst for £800, placed the money in his pocket wallet and lost it. He also stated that the money would have paid creditors in full, but he now had nothing to offer. He had not the price of his fare to attend the meeting. The creditors will probably find the fare.	[318, 136, 463, 241]
column-7	[925, 46, 1106, 1612]
